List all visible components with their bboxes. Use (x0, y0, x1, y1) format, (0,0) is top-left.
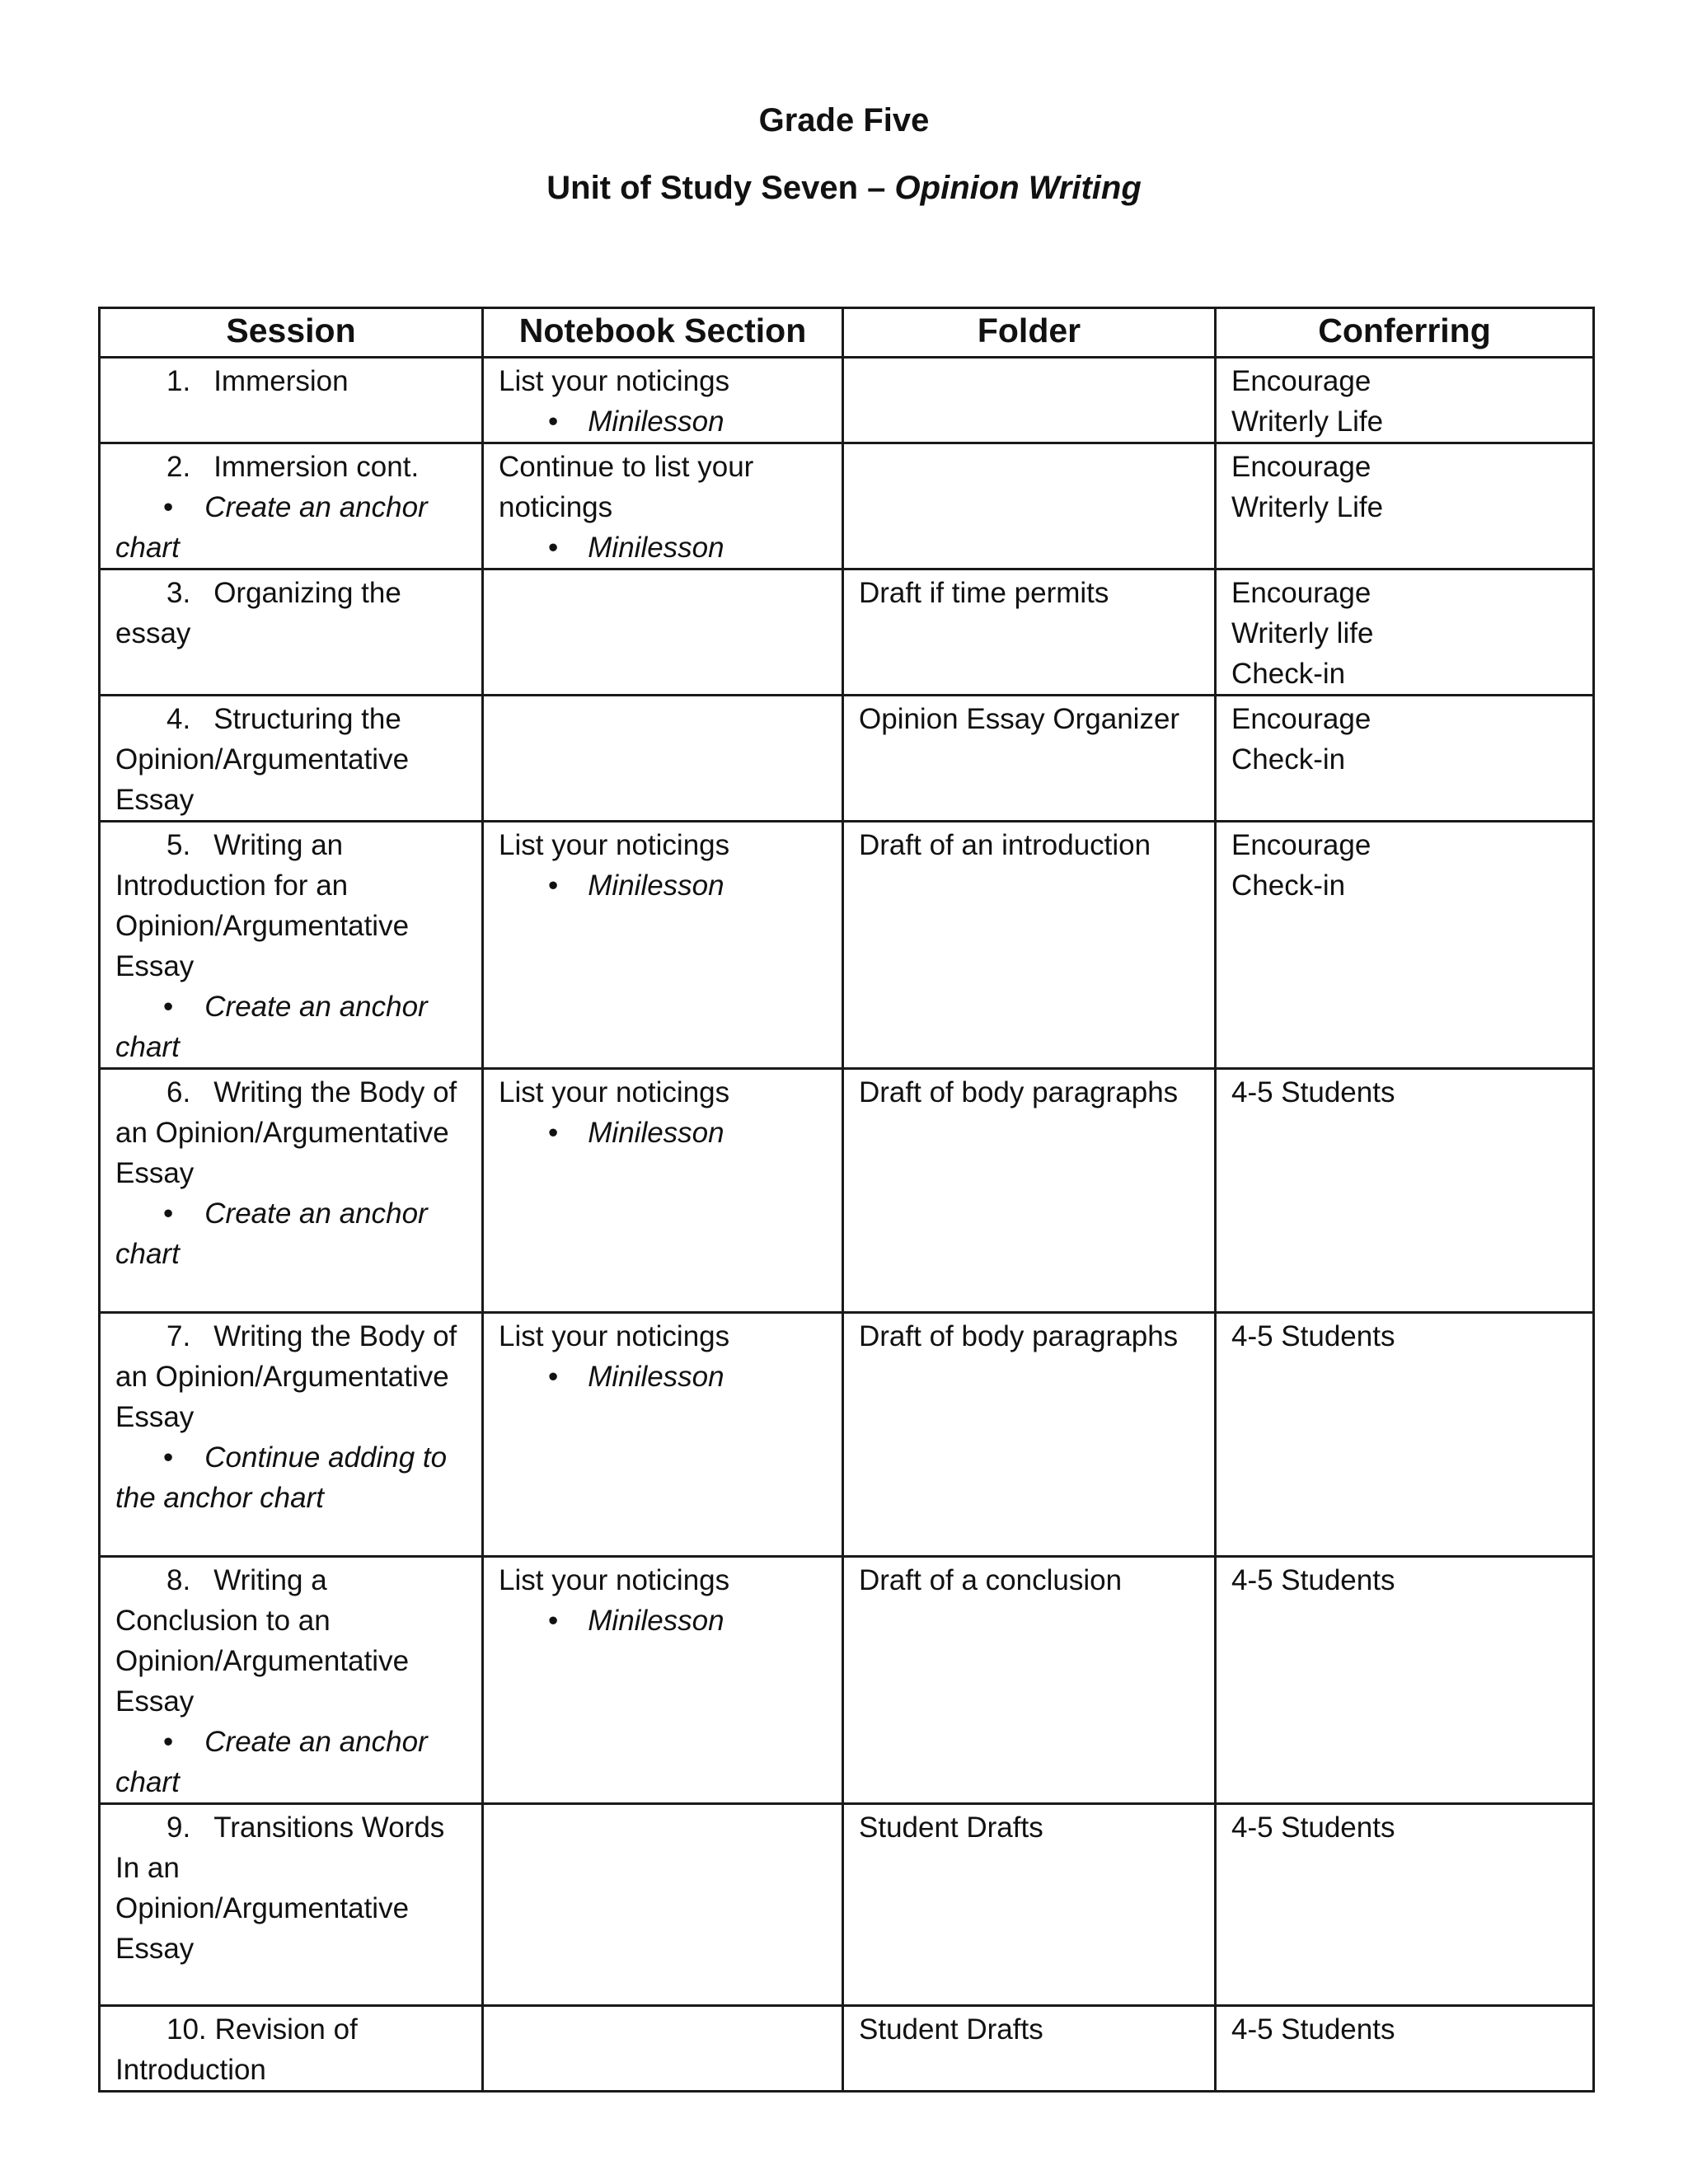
column-header-notebook: Notebook Section (483, 308, 843, 358)
conferring-cell (1216, 2006, 1594, 2092)
folder-cell: Draft of body paragraphs (843, 1313, 1216, 1557)
page-header (0, 97, 1688, 232)
notebook-bullet (499, 527, 827, 568)
session-cell (100, 1069, 483, 1313)
column-header-conferring: Conferring (1216, 308, 1594, 358)
conferring-line: 4-5 Students (1231, 1811, 1395, 1844)
notebook-bullet-text: Minilesson (588, 1117, 724, 1149)
notebook-text: List your noticings (499, 1076, 730, 1108)
folder-cell: Draft of a conclusion (843, 1557, 1216, 1804)
conferring-line: Encourage (1231, 365, 1372, 397)
table-row (100, 1313, 1594, 1557)
bullet-icon: • (163, 1726, 174, 1758)
session-cell (100, 1804, 483, 2006)
session-bullet-text: Create an anchor chart (115, 1726, 428, 1798)
session-number: 7. (166, 1320, 191, 1352)
conferring-cell (1216, 569, 1594, 696)
notebook-bullet-text: Minilesson (588, 532, 724, 564)
column-header-folder: Folder (843, 308, 1216, 358)
unit-prefix: Unit of Study Seven – (546, 170, 895, 206)
table-row (100, 1069, 1594, 1313)
bullet-icon: • (548, 869, 559, 902)
session-title: Immersion (213, 365, 349, 397)
notebook-text: List your noticings (499, 365, 730, 397)
notebook-bullet-text: Minilesson (588, 1605, 724, 1637)
notebook-cell (483, 696, 843, 822)
session-bullet (115, 487, 467, 568)
bullet-icon: • (163, 491, 174, 523)
conferring-line: 4-5 Students (1231, 2013, 1395, 2046)
session-number: 3. (166, 577, 191, 609)
notebook-cell (483, 822, 843, 1069)
conferring-cell (1216, 1313, 1594, 1557)
conferring-cell (1216, 358, 1594, 443)
session-title: Revision of Introduction (115, 2013, 358, 2086)
bullet-icon: • (548, 405, 559, 438)
conferring-cell (1216, 822, 1594, 1069)
conferring-line: 4-5 Students (1231, 1320, 1395, 1352)
session-bullet (115, 1193, 467, 1274)
notebook-text: List your noticings (499, 1320, 730, 1352)
conferring-cell (1216, 1069, 1594, 1313)
page-title: Grade Five (758, 102, 930, 138)
folder-cell: Draft of body paragraphs (843, 1069, 1216, 1313)
notebook-cell (483, 2006, 843, 2092)
session-number: 1. (166, 365, 191, 397)
column-header-session: Session (100, 308, 483, 358)
table-header-row (100, 308, 1594, 358)
session-title: Writing the Body of an Opinion/Argumentative Essay (115, 1076, 457, 1189)
conferring-cell (1216, 443, 1594, 569)
conferring-line: Check-in (1231, 743, 1346, 776)
notebook-bullet-text: Minilesson (588, 405, 724, 438)
notebook-cell (483, 1313, 843, 1557)
notebook-cell (483, 443, 843, 569)
folder-cell: Draft if time permits (843, 569, 1216, 696)
bullet-icon: • (548, 1117, 559, 1149)
bullet-icon: • (548, 532, 559, 564)
notebook-bullet-text: Minilesson (588, 869, 724, 902)
session-title: Writing the Body of an Opinion/Argumentative Essay (115, 1320, 457, 1433)
session-cell (100, 2006, 483, 2092)
sessions-table (98, 307, 1595, 2093)
bullet-icon: • (163, 991, 174, 1023)
bullet-icon: • (163, 1441, 174, 1474)
notebook-cell (483, 358, 843, 443)
notebook-text: Continue to list your noticings (499, 451, 754, 523)
conferring-line: Encourage (1231, 577, 1372, 609)
folder-cell: Draft of an introduction (843, 822, 1216, 1069)
session-number: 10. (166, 2013, 207, 2046)
folder-cell: Student Drafts (843, 2006, 1216, 2092)
conferring-cell (1216, 1804, 1594, 2006)
session-number: 2. (166, 451, 191, 483)
conferring-cell (1216, 1557, 1594, 1804)
table-row (100, 822, 1594, 1069)
conferring-line: Writerly life (1231, 617, 1374, 649)
session-cell (100, 569, 483, 696)
folder-cell: Student Drafts (843, 1804, 1216, 2006)
session-title: Writing a Conclusion to an Opinion/Argumentative Essay (115, 1564, 410, 1718)
notebook-bullet (499, 1113, 827, 1153)
session-bullet (115, 1722, 467, 1802)
session-title: Structuring the Opinion/Argumentative Essay (115, 703, 410, 816)
session-number: 6. (166, 1076, 191, 1108)
session-title: Organizing the essay (115, 577, 401, 649)
session-bullet (115, 987, 467, 1067)
notebook-cell (483, 569, 843, 696)
notebook-text: List your noticings (499, 829, 730, 861)
conferring-cell (1216, 696, 1594, 822)
session-number: 9. (166, 1811, 191, 1844)
table-row (100, 358, 1594, 443)
notebook-bullet (499, 1601, 827, 1641)
folder-cell (843, 358, 1216, 443)
session-number: 5. (166, 829, 191, 861)
conferring-line: Check-in (1231, 869, 1346, 902)
bullet-icon: • (548, 1605, 559, 1637)
session-cell (100, 443, 483, 569)
session-number: 4. (166, 703, 191, 735)
table-row (100, 696, 1594, 822)
table-row (100, 443, 1594, 569)
conferring-line: 4-5 Students (1231, 1564, 1395, 1596)
session-cell (100, 358, 483, 443)
notebook-text: List your noticings (499, 1564, 730, 1596)
conferring-line: Encourage (1231, 829, 1372, 861)
conferring-line: Writerly Life (1231, 491, 1384, 523)
notebook-cell (483, 1069, 843, 1313)
session-cell (100, 1557, 483, 1804)
session-title: Immersion cont. (213, 451, 420, 483)
folder-cell: Opinion Essay Organizer (843, 696, 1216, 822)
conferring-line: Encourage (1231, 451, 1372, 483)
page-subtitle (0, 165, 1688, 211)
session-cell (100, 822, 483, 1069)
session-bullet-text: Create an anchor chart (115, 991, 428, 1063)
table-row (100, 2006, 1594, 2092)
session-bullet-text: Create an anchor chart (115, 1197, 428, 1270)
session-cell (100, 696, 483, 822)
bullet-icon: • (163, 1197, 174, 1230)
session-bullet-text: Create an anchor chart (115, 491, 428, 564)
session-cell (100, 1313, 483, 1557)
conferring-line: Check-in (1231, 658, 1346, 690)
table-body (100, 358, 1594, 2092)
session-title: Writing an Introduction for an Opinion/Argumentative Essay (115, 829, 410, 982)
table-row (100, 569, 1594, 696)
notebook-cell (483, 1804, 843, 2006)
table-row (100, 1804, 1594, 2006)
session-title: Transitions Words In an Opinion/Argumentative Essay (115, 1811, 445, 1965)
conferring-line: Writerly Life (1231, 405, 1384, 438)
conferring-line: Encourage (1231, 703, 1372, 735)
unit-topic: Opinion Writing (894, 170, 1142, 206)
notebook-bullet-text: Minilesson (588, 1361, 724, 1393)
bullet-icon: • (548, 1361, 559, 1393)
notebook-bullet (499, 401, 827, 442)
folder-cell (843, 443, 1216, 569)
conferring-line: 4-5 Students (1231, 1076, 1395, 1108)
notebook-bullet (499, 865, 827, 906)
session-bullet-text: Continue adding to the anchor chart (115, 1441, 448, 1514)
notebook-bullet (499, 1357, 827, 1397)
session-number: 8. (166, 1564, 191, 1596)
table-row (100, 1557, 1594, 1804)
session-bullet (115, 1437, 467, 1518)
notebook-cell (483, 1557, 843, 1804)
